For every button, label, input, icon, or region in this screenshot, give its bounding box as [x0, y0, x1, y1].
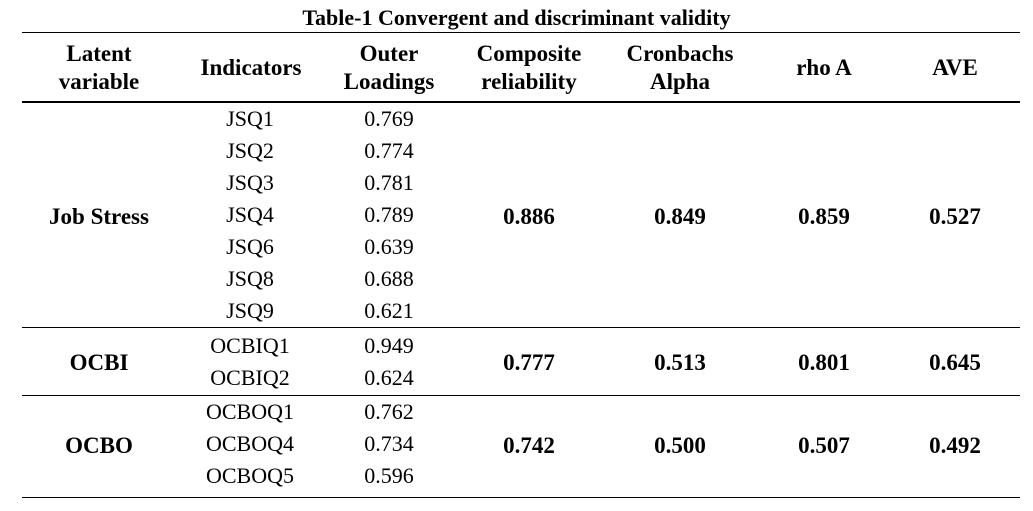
loading-cell: 0.774 [364, 138, 414, 163]
loading-cell: 0.949 [364, 333, 414, 358]
group-separator-2 [22, 395, 1020, 396]
loadings-ocbo [364, 396, 414, 492]
loading-cell: 0.639 [364, 234, 414, 259]
composite-ocbo: 0.742 [503, 433, 555, 458]
indicators-ocbi [210, 330, 289, 394]
bottom-rule [22, 497, 1020, 498]
loading-cell: 0.789 [364, 202, 414, 227]
header-indicators: Indicators [200, 55, 302, 80]
rho-ocbo: 0.507 [798, 433, 850, 458]
indicator-cell: OCBOQ4 [205, 431, 295, 456]
composite-job-stress: 0.886 [503, 204, 555, 229]
cronbach-ocbo: 0.500 [654, 433, 706, 458]
loadings-job-stress [364, 103, 414, 327]
loading-cell: 0.762 [364, 399, 414, 424]
indicator-cell: JSQ8 [226, 266, 274, 291]
header-cronbachs-alpha: Cronbachs Alpha [626, 41, 734, 94]
group-separator-1 [22, 327, 1020, 328]
loading-cell: 0.621 [364, 298, 414, 323]
latent-job-stress: Job Stress [49, 204, 149, 229]
cronbach-job-stress: 0.849 [654, 204, 706, 229]
indicator-cell: OCBIQ2 [210, 365, 290, 390]
header-latent-variable: Latent variable [58, 41, 140, 94]
loading-cell: 0.734 [364, 431, 414, 456]
indicator-cell: OCBOQ1 [205, 399, 295, 424]
ave-job-stress: 0.527 [929, 204, 981, 229]
cronbach-ocbi: 0.513 [654, 350, 706, 375]
latent-ocbo: OCBO [65, 433, 133, 458]
header-rule [22, 101, 1020, 103]
rho-ocbi: 0.801 [798, 350, 850, 375]
loadings-ocbi [364, 330, 414, 394]
rho-job-stress: 0.859 [798, 204, 850, 229]
indicators-ocbo [206, 396, 294, 492]
header-outer-loadings: Outer Loadings [343, 41, 435, 94]
indicators-job-stress [226, 103, 274, 327]
indicator-cell: JSQ4 [226, 202, 274, 227]
header-composite-reliability: Composite reliability [476, 41, 582, 94]
indicator-cell: JSQ2 [226, 138, 274, 163]
loading-cell: 0.596 [364, 463, 414, 488]
ave-ocbi: 0.645 [929, 350, 981, 375]
indicator-cell: JSQ9 [226, 298, 274, 323]
loading-cell: 0.781 [364, 170, 414, 195]
indicator-cell: JSQ6 [226, 234, 274, 259]
header-ave: AVE [932, 55, 978, 80]
ave-ocbo: 0.492 [929, 433, 981, 458]
loading-cell: 0.688 [364, 266, 414, 291]
indicator-cell: OCBIQ1 [210, 333, 290, 358]
header-rho-a: rho A [796, 55, 852, 80]
indicator-cell: OCBOQ5 [205, 463, 295, 488]
loading-cell: 0.769 [364, 106, 414, 131]
loading-cell: 0.624 [364, 365, 414, 390]
latent-ocbi: OCBI [69, 350, 129, 375]
table-title: Table-1 Convergent and discriminant validity [302, 5, 731, 30]
composite-ocbi: 0.777 [503, 350, 555, 375]
indicator-cell: JSQ3 [226, 170, 274, 195]
top-rule [22, 32, 1020, 33]
indicator-cell: JSQ1 [226, 106, 274, 131]
